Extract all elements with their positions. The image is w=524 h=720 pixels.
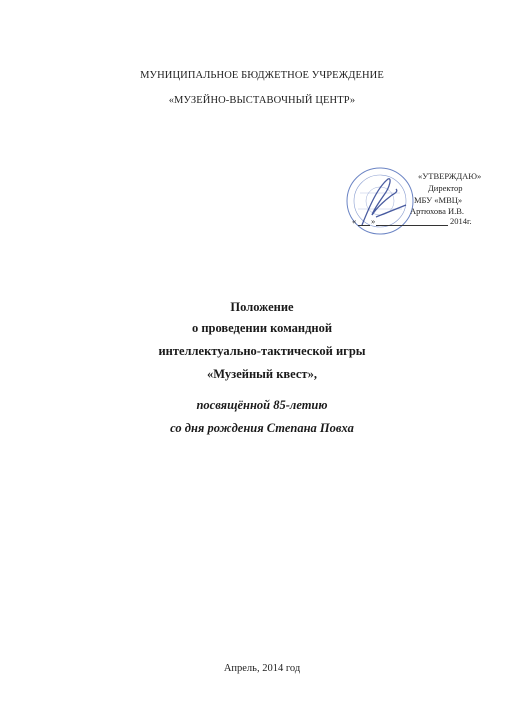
- document-title: Положение: [230, 300, 294, 314]
- date-day-blank: [358, 225, 370, 226]
- document-subtitle-line4: «Музейный квест»,: [207, 367, 317, 381]
- document-subtitle-line2: о проведении командной: [191, 321, 333, 335]
- document-dedication-line1: посвящённой 85-летию: [196, 398, 328, 412]
- approver-position: Директор: [428, 183, 463, 193]
- approval-block: [340, 165, 480, 240]
- approver-organization: МБУ «МВЦ»: [414, 195, 463, 205]
- date-quote-open: «: [352, 216, 357, 226]
- document-date: Апрель, 2014 год: [223, 663, 301, 674]
- date-year: 2014г.: [450, 216, 472, 226]
- approve-heading: «УТВЕРЖДАЮ»: [418, 171, 482, 181]
- document-dedication-line2: со дня рождения Степана Повха: [170, 421, 354, 435]
- date-month-blank: [376, 225, 448, 226]
- organization-name-line2: «МУЗЕЙНО-ВЫСТАВОЧНЫЙ ЦЕНТР»: [168, 95, 356, 106]
- document-subtitle-line3: интеллектуально-тактической игры: [158, 344, 366, 358]
- approver-name: Артюхова И.В.: [410, 206, 465, 216]
- date-quote-close: »: [371, 216, 376, 226]
- organization-name-line1: МУНИЦИПАЛЬНОЕ БЮДЖЕТНОЕ УЧРЕЖДЕНИЕ: [140, 70, 384, 81]
